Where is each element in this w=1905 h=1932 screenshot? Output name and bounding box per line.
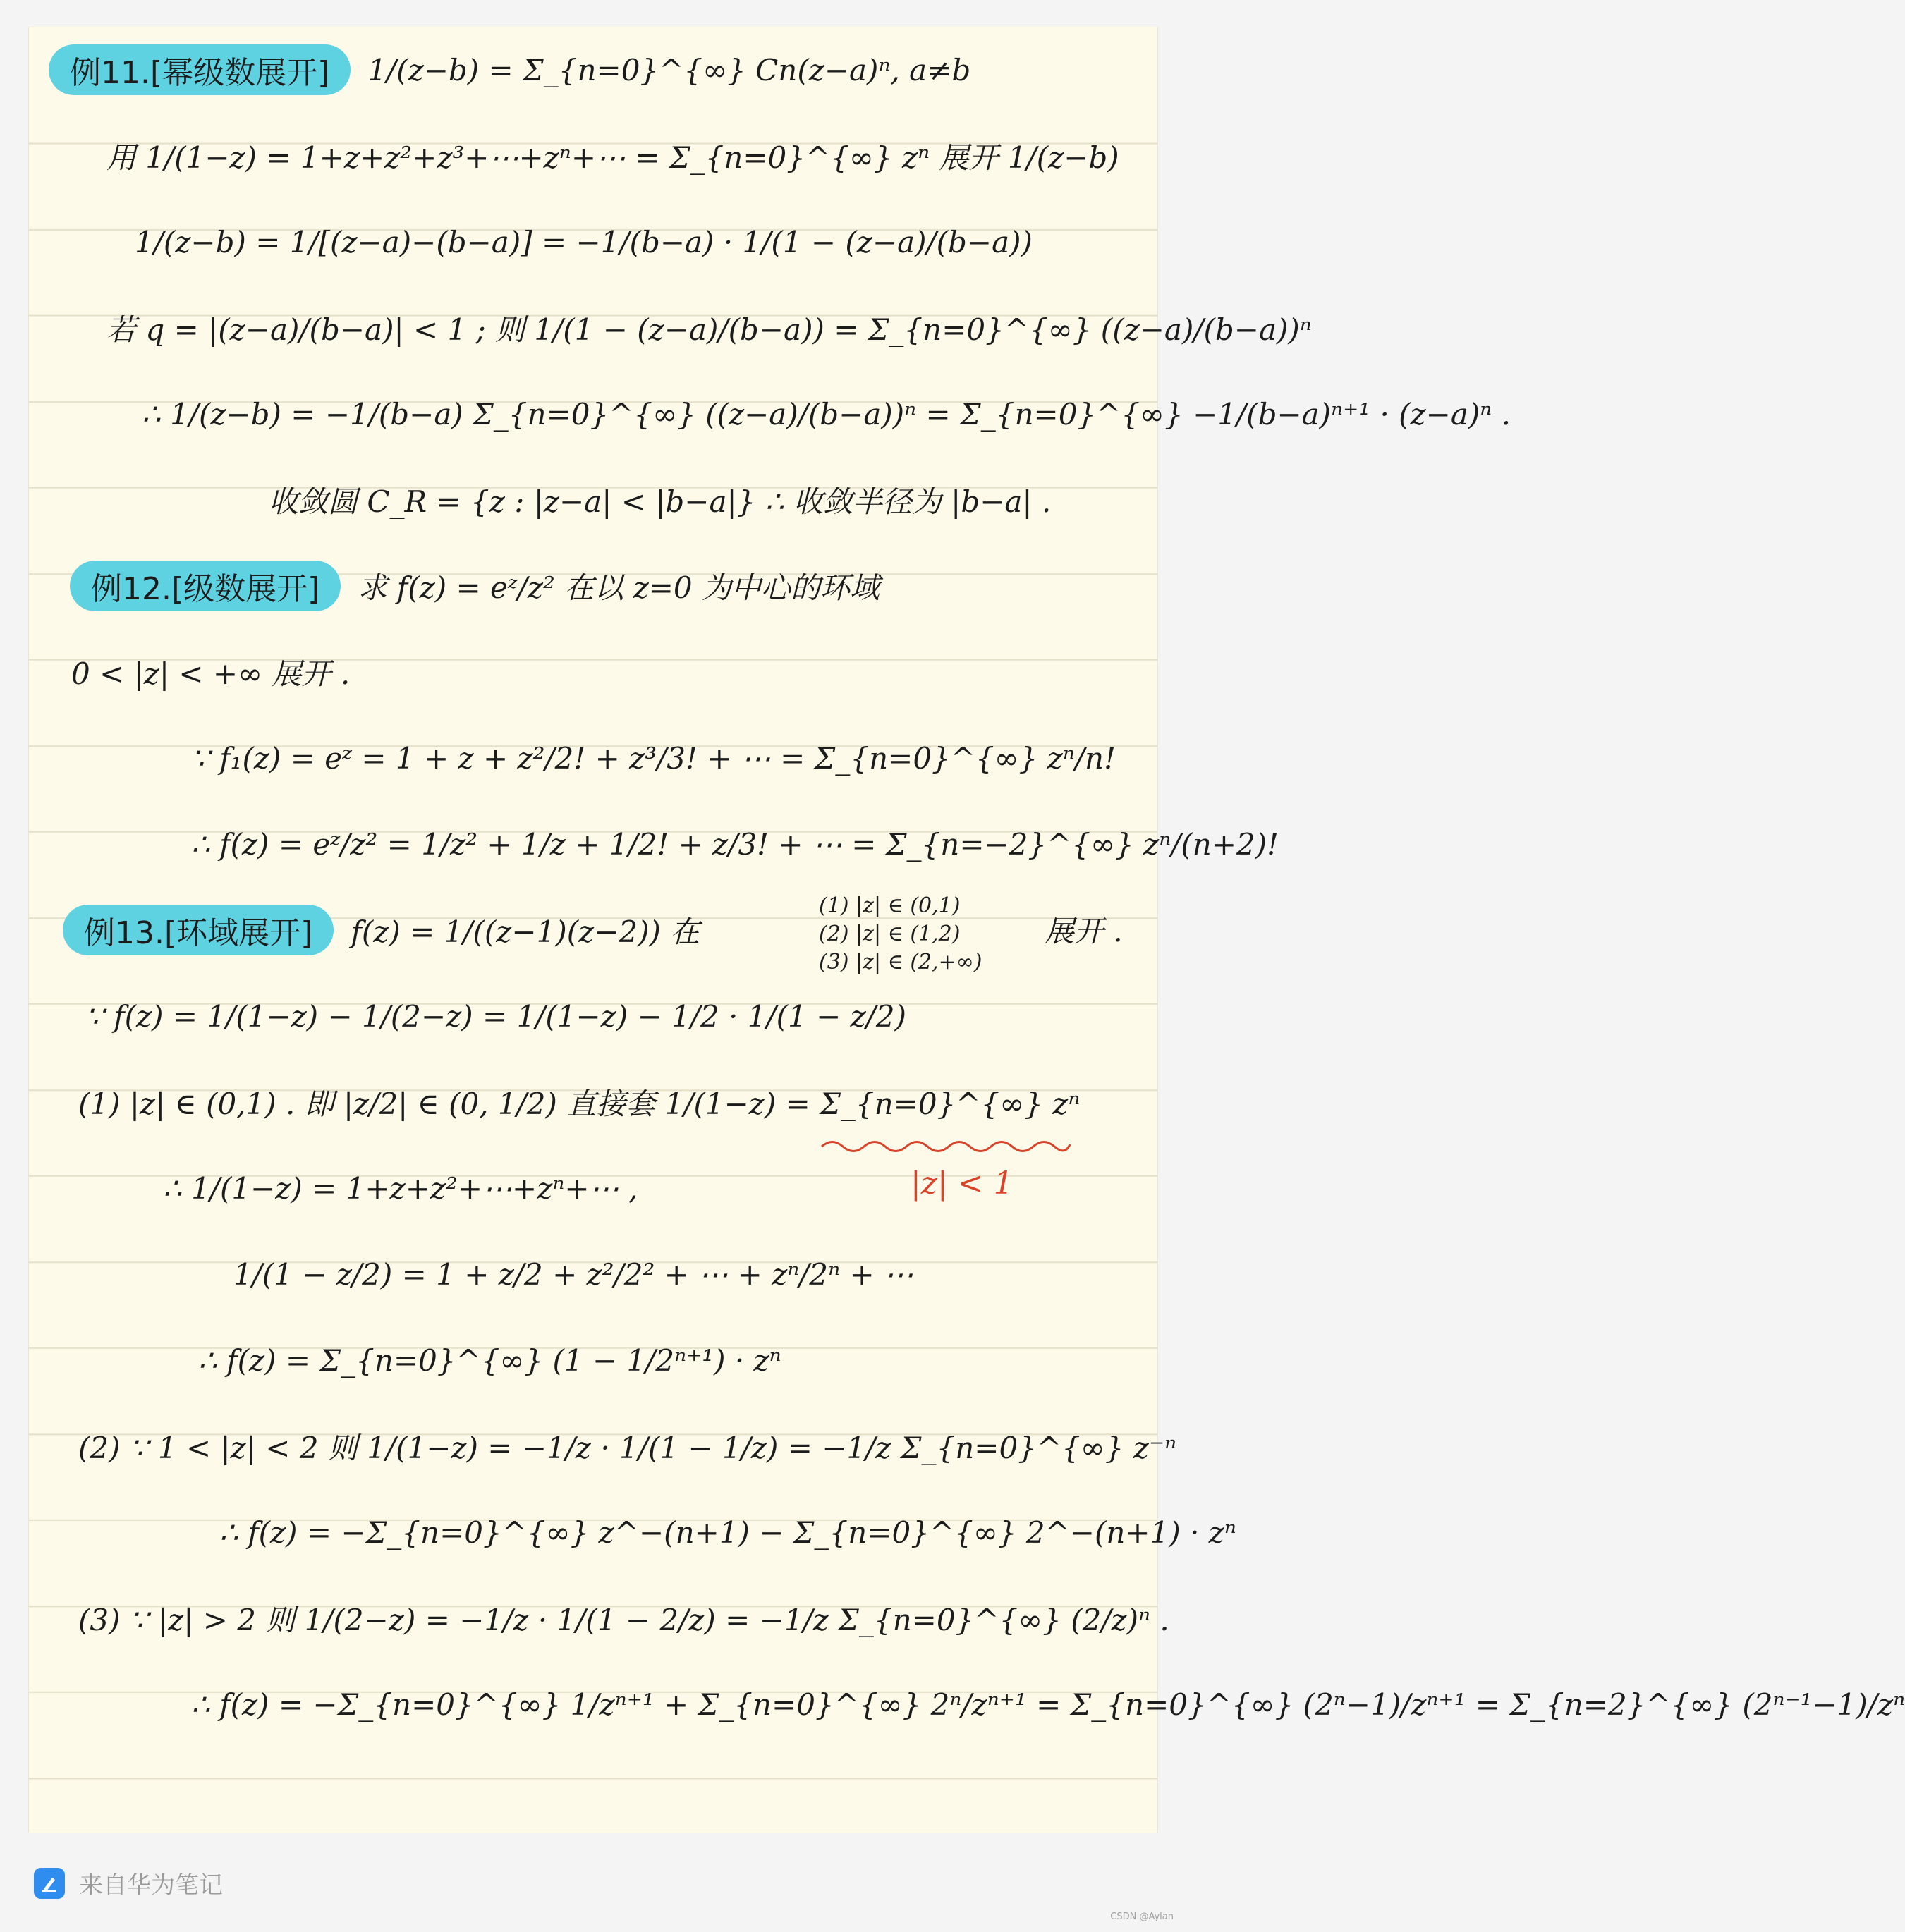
line-10-text: ∴ f(z) = eᶻ/z² = 1/z² + 1/z + 1/2! + z/3! + ⋯ = Σ_{n=−2}^{∞} zⁿ/(n+2)! [191,826,1279,862]
line-13 [29,1060,1157,1144]
example-12-text: 求 f(z) = eᶻ/z² 在以 z=0 为中心的环域 [358,570,880,605]
example-11-tag: 例11.[幂级数展开] [49,44,351,95]
line-9-text: ∵ f₁(z) = eᶻ = 1 + z + z²/2! + z³/3! + ⋯ = Σ_{n=0}^{∞} zⁿ/n! [191,740,1116,776]
line-13-text: (1) |z| ∈ (0,1) . 即 |z/2| ∈ (0, 1/2) 直接套 1/(1−z) = Σ_{n=0}^{∞} zⁿ [78,1087,1081,1121]
line-4 [29,286,1312,370]
line-16-text: ∴ f(z) = Σ_{n=0}^{∞} (1 − 1/2ⁿ⁺¹) · zⁿ [198,1343,781,1378]
example-12-tag: 例12.[级数展开] [70,561,341,611]
example-13-suffix: 展开 . [1045,914,1123,948]
line-19 [29,1576,1169,1661]
line-18 [29,1490,1236,1575]
line-9 [29,716,1157,800]
case-2: (2) |z| ∈ (1,2) [819,922,961,946]
line-17-text: (2) ∵ 1 < |z| < 2 则 1/(1−z) = −1/z · 1/(1 − 1/z) = −1/z Σ_{n=0}^{∞} z⁻ⁿ [78,1431,1177,1465]
line-2 [29,114,1157,198]
red-condition-note: |z| < 1 [911,1166,1014,1202]
line-15 [29,1232,1157,1316]
case-3: (3) |z| ∈ (2,+∞) [819,950,982,974]
line-15-text: 1/(1 − z/2) = 1 + z/2 + z²/2² + ⋯ + zⁿ/2ⁿ + ⋯ [233,1257,914,1292]
line-19-text: (3) ∵ |z| > 2 则 1/(2−z) = −1/z · 1/(1 − 2/z) = −1/z Σ_{n=0}^{∞} (2/z)ⁿ . [78,1603,1169,1637]
line-17 [29,1404,1177,1488]
line-12 [29,974,1157,1058]
case-1: (1) |z| ∈ (0,1) [819,893,961,918]
line-20-text: ∴ f(z) = −Σ_{n=0}^{∞} 1/zⁿ⁺¹ + Σ_{n=0}^{∞} 2ⁿ/zⁿ⁺¹ = Σ_{n=0}^{∞} (2ⁿ−1)/zⁿ⁺¹ = Σ_{n=2}^{∞} (2ⁿ⁻¹−1)/zⁿ [191,1687,1905,1722]
example-13-tag: 例13.[环域展开] [63,905,334,955]
line-6 [29,458,1157,542]
line-14 [29,1146,1157,1230]
line-11 [29,888,1157,972]
footer-label: 来自华为笔记 [79,1871,223,1900]
line-6-text: 收敛圆 C_R = {z : |z−a| < |b−a|} ∴ 收敛半径为 |b−a| . [269,484,1052,519]
line-3-text: 1/(z−b) = 1/[(z−a)−(b−a)] = −1/(b−a) · 1/(1 − (z−a)/(b−a)) [135,224,1033,259]
line-2-text: 用 1/(1−z) = 1+z+z²+z³+⋯+zⁿ+⋯ = Σ_{n=0}^{∞} zⁿ 展开 1/(z−b) [106,140,1119,175]
source-credit: CSDN @Aylan [1110,1912,1174,1922]
line-16 [29,1318,1157,1402]
line-4-text: 若 q = |(z−a)/(b−a)| < 1 ; 则 1/(1 − (z−a)/(b−a)) = Σ_{n=0}^{∞} ((z−a)/(b−a))ⁿ [106,312,1312,347]
line-12-text: ∵ f(z) = 1/(1−z) − 1/(2−z) = 1/(1−z) − 1/2 · 1/(1 − z/2) [85,998,907,1034]
example-13-text: f(z) = 1/((z−1)(z−2)) 在 [351,915,700,949]
footer [34,1866,223,1900]
line-5-text: ∴ 1/(z−b) = −1/(b−a) Σ_{n=0}^{∞} ((z−a)/(b−a))ⁿ = Σ_{n=0}^{∞} −1/(b−a)ⁿ⁺¹ · (z−a)ⁿ . [142,396,1511,432]
line-1 [29,27,1157,112]
line-18-text: ∴ f(z) = −Σ_{n=0}^{∞} z^−(n+1) − Σ_{n=0}^{∞} 2^−(n+1) · zⁿ [219,1515,1236,1550]
line-20 [29,1662,1905,1747]
line-5 [29,372,1511,456]
example-13-cases [819,892,982,977]
line-8 [29,630,1157,714]
line-8-text: 0 < |z| < +∞ 展开 . [71,656,351,691]
line-3 [29,200,1157,284]
line-14-text: ∴ 1/(1−z) = 1+z+z²+⋯+zⁿ+⋯ , [163,1170,638,1206]
example-11-text: 1/(z−b) = Σ_{n=0}^{∞} Cn(z−a)ⁿ, a≠b [367,52,971,87]
note-paper [28,27,1905,1833]
pen-note-icon [34,1868,65,1899]
line-7 [29,544,1157,628]
line-10 [29,802,1279,886]
